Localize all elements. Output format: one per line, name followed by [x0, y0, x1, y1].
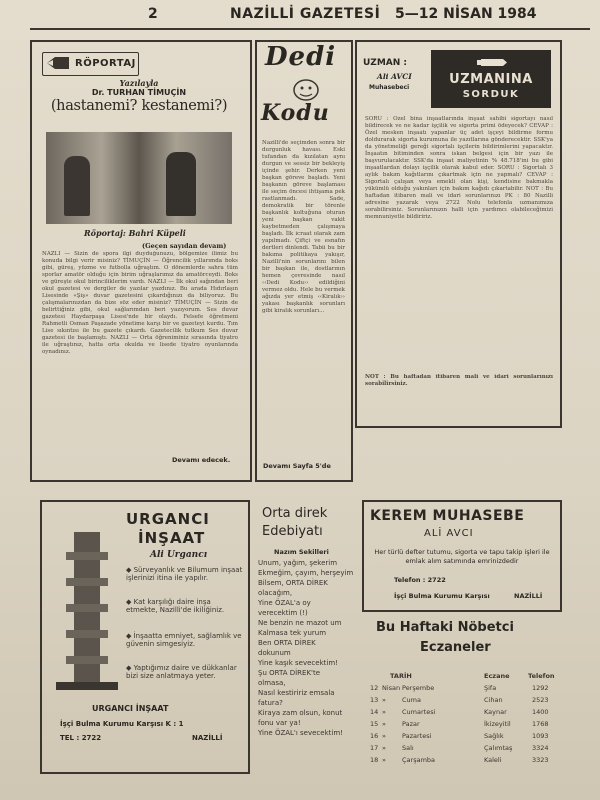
- poem-title-1: Orta direk: [262, 506, 328, 521]
- column-title-top: Dedi: [265, 42, 337, 72]
- pharmacy-day: 13: [370, 696, 379, 704]
- kerem-city: NAZİLLİ: [514, 592, 543, 600]
- page-number: 2: [148, 6, 158, 22]
- expert-banner-line1: UZMANINA: [449, 72, 533, 87]
- rocket-icon: [477, 54, 507, 70]
- urganci-title-2: İNŞAAT: [138, 529, 206, 547]
- kerem-address: İşçi Bulma Kurumu Karşısı: [394, 592, 490, 600]
- pharmacy-weekday: Cuma: [402, 696, 421, 704]
- urganci-owner: Ali Urgancı: [150, 550, 208, 560]
- kerem-owner: ALİ AVCI: [424, 528, 474, 539]
- issue-date: 5—12 NİSAN 1984: [395, 6, 537, 22]
- poem-author: Nazım Sekilleri: [274, 548, 329, 556]
- poem-section: [258, 500, 354, 780]
- byline-name: Dr. TURHAN TİMUÇİN: [91, 88, 187, 97]
- poem-line: Kalmasa tek yurum: [258, 629, 327, 637]
- pharmacy-phone: 3324: [532, 744, 549, 752]
- poem-line: verecektim (!): [258, 609, 308, 617]
- pharmacy-name: Kaynar: [484, 708, 507, 716]
- poem-line: dokunum: [258, 649, 291, 657]
- expert-banner-line2: SORDUK: [462, 89, 520, 100]
- pharmacy-weekday: Salı: [402, 744, 414, 752]
- pharmacy-month: »: [382, 720, 386, 728]
- expert-box: [355, 40, 562, 428]
- interview-photo: [46, 132, 232, 224]
- pharmacy-name: Şifa: [484, 684, 497, 692]
- poem-line: Bilsem, ORTA DİREK: [258, 579, 328, 587]
- pharmacy-weekday: Cumartesi: [402, 708, 436, 716]
- poem-line: Ben ORTA DİREK: [258, 639, 316, 647]
- urganci-footer-name: URGANCI İNŞAAT: [92, 704, 169, 713]
- pen-icon: [47, 57, 69, 70]
- poem-line: Nasıl kestiririz emsala: [258, 689, 335, 697]
- pharmacy-phone: 1292: [532, 684, 549, 692]
- pharmacy-weekday: Çarşamba: [402, 756, 436, 764]
- caricature-icon: [291, 76, 321, 102]
- expert-note: NOT : Bu haftadan itibaren mali ve idari sorunlarınızı sorabilirsiniz.: [365, 374, 553, 387]
- poem-title-2: Edebiyatı: [262, 524, 323, 539]
- interview-continues: Devamı edecek.: [172, 456, 231, 464]
- photo-caption: Röportaj: Bahri Küpeli: [84, 228, 186, 238]
- pharmacy-header-name: Eczane: [484, 672, 510, 680]
- expert-role: Muhasebeci: [369, 84, 410, 91]
- byline-prefix: Yazılayla: [119, 78, 159, 88]
- poem-line: Şu ORTA DİREK'te: [258, 669, 321, 677]
- pharmacy-header-phone: Telefon: [528, 672, 555, 680]
- poem-line: Ne benzin ne mazot um: [258, 619, 342, 627]
- continued-from: (Geçen sayıdan devam): [142, 242, 227, 250]
- pharmacy-day: 18: [370, 756, 379, 764]
- kerem-ad: [362, 500, 562, 612]
- expert-label: UZMAN :: [363, 58, 408, 68]
- urganci-ad: [40, 500, 250, 774]
- pharmacy-weekday: Pazar: [402, 720, 420, 728]
- expert-body: SORU : Özel bina inşaatlarında inşaat sahibi sigortayı nasıl bildirecek ve ne kadar işçilik ve sigorta primi ödeyecek? CEVAP : Özel mesken inşaatı yapanlar üç adet işçeyi bildirme formu doldurarak sigorta kurumuna ile yazıtlarına gönderecektir. SSK'ya da yönetmeliği gereği sigortalı işçilerin bildirimlerini yapacaktır. İnşaatın bitiminden sonra iskan belgesi için bir yazı ile başvurulacaktır. SSK'da inşaat maliyetinin % 48.718'ini bu gibi inşaatlardan dolayı işçilik olarak kabul eder. SORU : Sigortalı 3 aylık bakım kağıtlarını çıkartmak için ne yapmalı? CEVAP : Sigortalı çalışan veya emekli olan kişi, kendisine bakmakla yükümlü olduğu yakınları için bakım kağıdı çıkartabilir. NOT : Bu haftadan itibaren mali ve idari sorunlarınızı PK : 80 Nazilli adresine yazarak veya 2722 Nolu telefonla uzmanımıza sorabilirsiniz. Sorunlarınızın halli için yardımcı olabileceğimizi memnuniyetle bildiririz.: [365, 116, 553, 220]
- pharmacy-day: 17: [370, 744, 379, 752]
- urganci-address: İşçi Bulma Kurumu Karşısı K : 1: [60, 720, 184, 728]
- pharmacy-month: »: [382, 732, 386, 740]
- header-rule: [30, 28, 590, 30]
- urganci-item-text: İnşaatta emniyet, sağlamlık ve güvenin simgesiyiz.: [126, 632, 242, 648]
- page-header: [0, 4, 600, 28]
- interview-box: [30, 40, 252, 482]
- pharmacy-name: İkizeyitil: [484, 720, 511, 728]
- poem-line: fatura?: [258, 699, 283, 707]
- poem-line: olacağım,: [258, 589, 293, 597]
- pharmacy-weekday: Perşembe: [402, 684, 435, 692]
- poem-line: Unum, yağım, şekerim: [258, 559, 338, 567]
- urganci-item: ◆ Yaptığımız daire ve dükkanlar bizi size anlatmaya yeter.: [126, 664, 237, 680]
- pharmacy-name: Kaleli: [484, 756, 502, 764]
- interview-banner-label: RÖPORTAJ: [75, 58, 136, 69]
- column-title-bottom: Kodu: [261, 100, 330, 126]
- poem-line: Yine ÖZAL'a oy: [258, 599, 311, 607]
- poem-line: Ekmeğim, çayım, herşeyim: [258, 569, 354, 577]
- pharmacy-section: [362, 614, 558, 780]
- column-box: [255, 40, 353, 482]
- expert-banner: [431, 50, 551, 108]
- pharmacy-name: Cihan: [484, 696, 503, 704]
- urganci-item: ◆ İnşaatta emniyet, sağlamlık ve güvenin simgesiyiz.: [126, 632, 242, 648]
- poem-line: Kiraya zam olsun, konut: [258, 709, 343, 717]
- pharmacy-phone: 2523: [532, 696, 549, 704]
- urganci-item-text: Kat karşılığı daire inşa etmekte, Nazilli'de ikiliğiniz.: [126, 598, 225, 614]
- pharmacy-title-2: Eczaneler: [420, 640, 491, 655]
- kerem-name: KEREM MUHASEBE: [370, 508, 525, 524]
- column-body: Nazilli'de seçimden sonra bir durgunluk havası. Eski tufandan da kızılatan aynı durgun ve sessiz bir bekleyiş içinde şehir. Derken yeni başkan göreve başladı. Yeni başkanın göreve başlaması ile seçim öncesi ihtişama pek rastlanmadı. Sade, demokratik bir törenle başkanlık koltuğuna oturan yeni başkan vakit kaybetmeden çalışmaya başladı. İlk icraat olarak zam yapılmadı. Çiftçi ve esnafın dertleri dinlendi. Tabii bu bir bakıma politikaya yakışır, Nazilli'nin sorunlarını bilen bir başkan ile, dostlarının hemen çevresinde nasıl ‹‹Dedi Kodu›› edildiğini vermez oldu. Hele bu vermek ağızda yer etmiş ‹‹Kiralık›› yakası başkanlık sorunları gibi kiralık sorunları...: [262, 140, 345, 314]
- interview-banner: [42, 52, 139, 76]
- urganci-item: ◆ Kat karşılığı daire inşa etmekte, Nazilli'de ikiliğiniz.: [126, 598, 225, 614]
- column-continues: Devamı Sayfa 5'de: [263, 462, 331, 470]
- pharmacy-phone: 1400: [532, 708, 549, 716]
- urganci-tel: TEL : 2722: [60, 734, 102, 742]
- pharmacy-month: »: [382, 744, 386, 752]
- newspaper-name: NAZİLLİ GAZETESİ: [230, 6, 381, 22]
- urganci-city: NAZİLLİ: [192, 734, 223, 742]
- pharmacy-title-1: Bu Haftaki Nöbetci: [376, 620, 514, 635]
- urganci-title-1: URGANCI: [126, 510, 210, 528]
- poem-line: olmasa,: [258, 679, 286, 687]
- poem-lines: [258, 558, 358, 738]
- pharmacy-name: Çalımtaş: [484, 744, 513, 752]
- expert-name: Ali AVCI: [377, 72, 412, 81]
- pharmacy-day: 12: [370, 684, 379, 692]
- interview-headline: (hastanemi? kestanemi?): [50, 98, 228, 114]
- pharmacy-day: 15: [370, 720, 379, 728]
- pharmacy-weekday: Pazartesi: [402, 732, 432, 740]
- person-figure: [64, 156, 90, 216]
- pharmacy-phone: 1768: [532, 720, 549, 728]
- poem-line: Yine kaşık sevecektim!: [258, 659, 338, 667]
- pharmacy-phone: 3323: [532, 756, 549, 764]
- pharmacy-month: »: [382, 756, 386, 764]
- urganci-item-text: Yaptığımız daire ve dükkanlar bizi size anlatmaya yeter.: [126, 664, 237, 680]
- building-illustration: [56, 522, 118, 698]
- interview-body: NAZLI — Sizin de spora ilgi duyduğunuzu, bölgemize ilimiz bu konuda bilgi verir misiniz? TİMUÇİN — Öğrencilik yıllarımda boks gibi, güreş, yüzme ve futbolla uğraştım. O dönemlerde sahra tüm sporlar amatör olduğu için birim uğraşlarımız da amatörceydi. Boks ve güreşte okul birinciliklerim vardı. NAZLI — İlk okul sağından beri okul gazetesi ve dergiler de yazılar yazdınız. Bu arada Hıdırlaşın Lisesinde «Şiş» duvar gazetesini çıkardığınızı da biliyoruz. Bu çalışmalarınızdan da bize söz eder misiniz? TİMUÇİN — Sizin de belirttiğiniz gibi, okul sağlarımdan beri yazıyorum. Ses duvar gazetesi Haydarpaşa Lisesi'nde bir olaydı. Felsefe öğretmeni Rahmetli Osman Paşazade yönetime karşı bir ve gazeteyi kurdu. Tım Lise sıkıntısı ile bu gazete çıkardı. Gazetecilik tutkum Ses duvar gazetesi ile başlamıştı. NAZLI — Orta öğreniminiz sırasında tiyatro ile uğraştınız, hatta orta okulda ve lisede tiyatro oyunlarında oynadınız.: [42, 251, 238, 355]
- person-figure: [166, 152, 196, 216]
- pharmacy-day: 14: [370, 708, 379, 716]
- urganci-item: ◆ Sürveyanlık ve Bilumum inşaat işlerinizi itina ile yapılır.: [126, 566, 243, 582]
- pharmacy-phone: 1093: [532, 732, 549, 740]
- pharmacy-month: »: [382, 696, 386, 704]
- urganci-item-text: Sürveyanlık ve Bilumum inşaat işlerinizi itina ile yapılır.: [126, 566, 243, 582]
- pharmacy-month: »: [382, 708, 386, 716]
- poem-line: Yine ÖZAL'ı sevecektim!: [258, 729, 343, 737]
- pharmacy-header-date: TARİH: [390, 672, 412, 680]
- pharmacy-name: Sağlık: [484, 732, 504, 740]
- poem-line: fonu var ya!: [258, 719, 301, 727]
- pharmacy-month: Nisan: [382, 684, 401, 692]
- kerem-slogan: Her türlü defter tutumu, sigorta ve tapu takip işleri ile emlak alım satımında emrinizdedir: [374, 548, 550, 565]
- kerem-tel: Telefon : 2722: [394, 576, 446, 584]
- pharmacy-day: 16: [370, 732, 379, 740]
